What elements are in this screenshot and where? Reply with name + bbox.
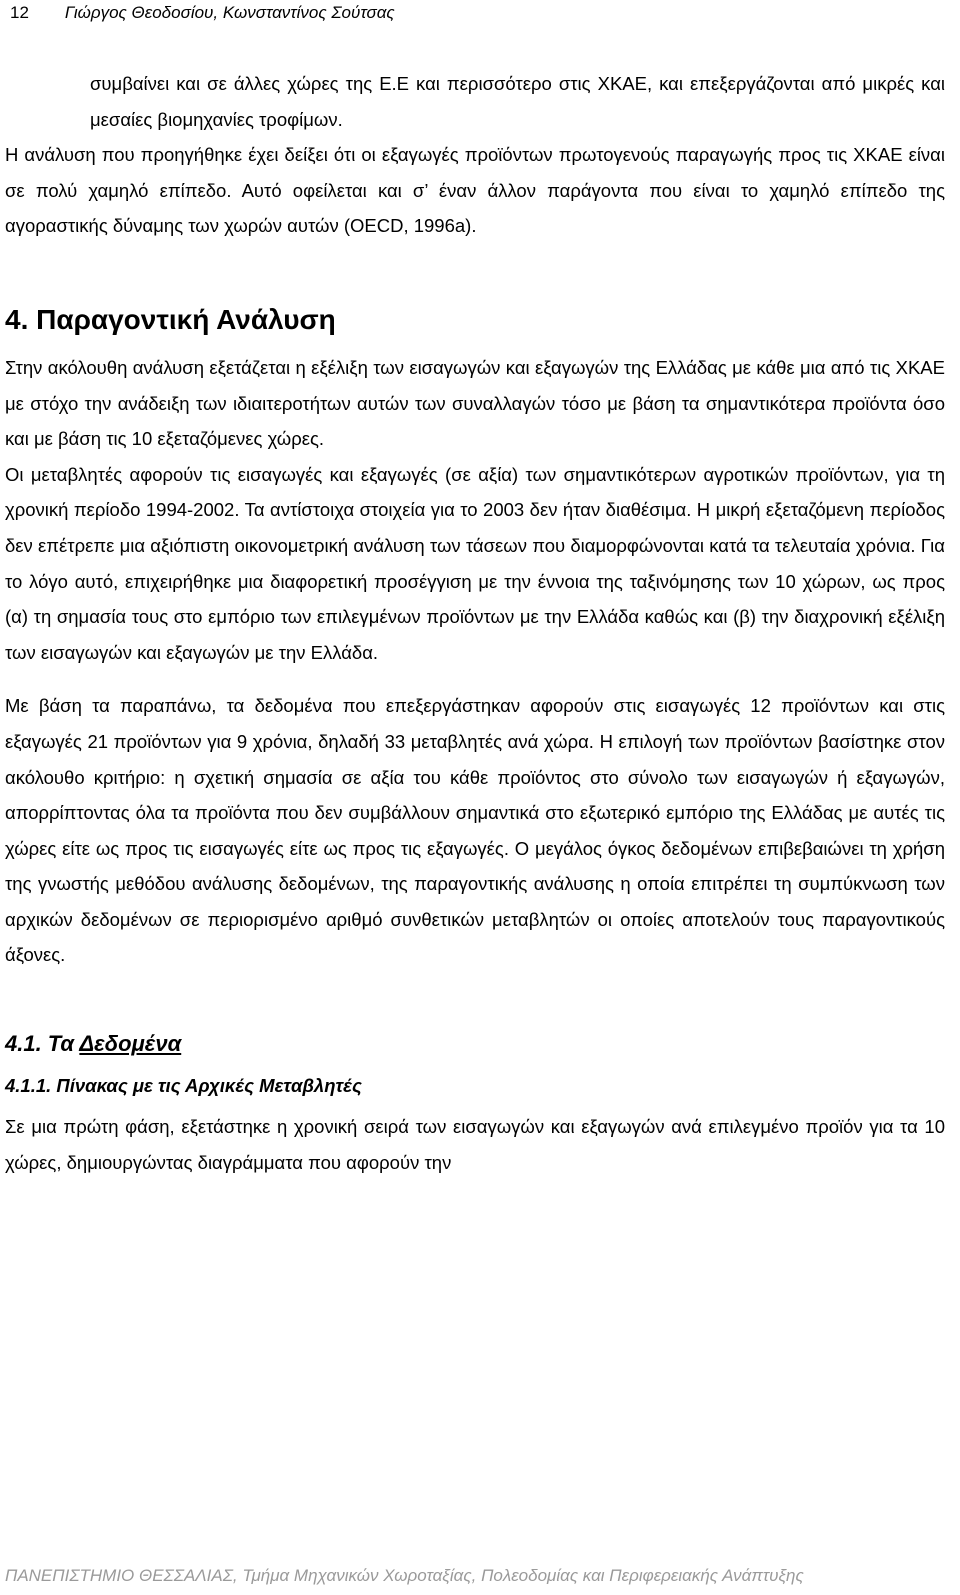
- header-authors: Γιώργος Θεοδοσίου, Κωνσταντίνος Σούτσας: [64, 3, 395, 22]
- subsubsection-heading: 4.1.1. Πίνακας με τις Αρχικές Μεταβλητές: [5, 1075, 362, 1097]
- paragraph: Η ανάλυση που προηγήθηκε έχει δείξει ότι οι εξαγωγές προϊόντων πρωτογενούς παραγωγής προς τις ΧΚΑΕ είναι σε πολύ χαμηλό επίπεδο. Αυτό οφείλεται και σ’ έναν άλλον παράγοντα που είναι το χαμηλό επίπεδο της αγοραστικής δύναμης των χωρών αυτών (OECD, 1996a).: [5, 144, 945, 237]
- running-header: [10, 2, 395, 24]
- subsection-title: Δεδομένα: [79, 1031, 182, 1057]
- paragraph-continuation: συμβαίνει και σε άλλες χώρες της Ε.Ε και περισσότερο στις ΧΚΑΕ, και επεξεργάζονται από μικρές και μεσαίες βιομηχανίες τροφίμων.: [90, 73, 945, 130]
- page-number: 12: [10, 3, 29, 22]
- paragraph: Σε μια πρώτη φάση, εξετάστηκε η χρονική σειρά των εισαγωγών και εξαγωγών ανά επιλεγμένο προϊόν για τα 10 χώρες, δημιουργώντας διαγράμματα που αφορούν την: [5, 1116, 945, 1173]
- running-footer: ΠΑΝΕΠΙΣΤΗΜΙΟ ΘΕΣΣΑΛΙΑΣ, Τμήμα Μηχανικών Χωροταξίας, Πολεοδομίας και Περιφερειακής Ανάπτυξης: [5, 1566, 804, 1585]
- paragraph: Στην ακόλουθη ανάλυση εξετάζεται η εξέλιξη των εισαγωγών και εξαγωγών της Ελλάδας με κάθε μια από τις ΧΚΑΕ με στόχο την ανάδειξη των ιδιαιτεροτήτων αυτών των συναλλαγών τόσο με βάση τα σημαντικότερα προϊόντα όσο και με βάση τις 10 εξεταζόμενες χώρες.: [5, 356, 945, 450]
- paragraph: Με βάση τα παραπάνω, τα δεδομένα που επεξεργάστηκαν αφορούν στις εισαγωγές 12 προϊόντων και στις εξαγωγές 21 προϊόντων για 9 χρόνια, δηλαδή 33 μεταβλητές ανά χώρα. Η επιλογή των προϊόντων βασίστηκε στον ακόλουθο κριτήριο: η σχετική σημασία σε αξία του κάθε προϊόντος στο σύνολο των εισαγωγών ή εξαγωγών, απορρίπτοντας όλα τα προϊόντα που δεν συμβάλλουν σημαντικά στο εξωτερικό εμπόριο της Ελλάδας με αυτές τις χώρες είτε ως προς τις εισαγωγές είτε ως προς τις εξαγωγές. Ο μεγάλος όγκος δεδομένων επιβεβαιώνει τη χρήση της γνωστής μεθόδου ανάλυσης δεδομένων, της παραγοντικής ανάλυσης η οποία επιτρέπει τη συμπύκνωση των αρχικών δεδομένων σε περιορισμένο αριθμό συνθετικών μεταβλητών οι οποίες αποτελούν τους παραγοντικούς άξονες.: [5, 695, 945, 966]
- body-text: [5, 66, 945, 1180]
- subsection-number: 4.1. Τα: [5, 1031, 80, 1057]
- subsection-heading: [5, 1027, 945, 1061]
- section-heading: 4. Παραγοντική Ανάλυση: [5, 303, 336, 335]
- paragraph: Οι μεταβλητές αφορούν τις εισαγωγές και εξαγωγές (σε αξία) των σημαντικότερων αγροτικών προϊόντων, για τη χρονική περίοδο 1994-2002. Τα αντίστοιχα στοιχεία για το 2003 δεν ήταν διαθέσιμα. Η μικρή εξεταζόμενη περίοδος δεν επέτρεπε μια αξιόπιστη οικονομετρική ανάλυση των τάσεων που διαμορφώνονται κατά τα τελευταία χρόνια. Για το λόγο αυτό, επιχειρήθηκε μια διαφορετική προσέγγιση με την έννοια της ταξινόμησης των 10 χώρων, ως προς (α) τη σημασία τους στο εμπόριο των επιλεγμένων προϊόντων με την Ελλάδα καθώς και (β) την διαχρονική εξέλιξη των εισαγωγών και εξαγωγών με την Ελλάδα.: [5, 463, 945, 663]
